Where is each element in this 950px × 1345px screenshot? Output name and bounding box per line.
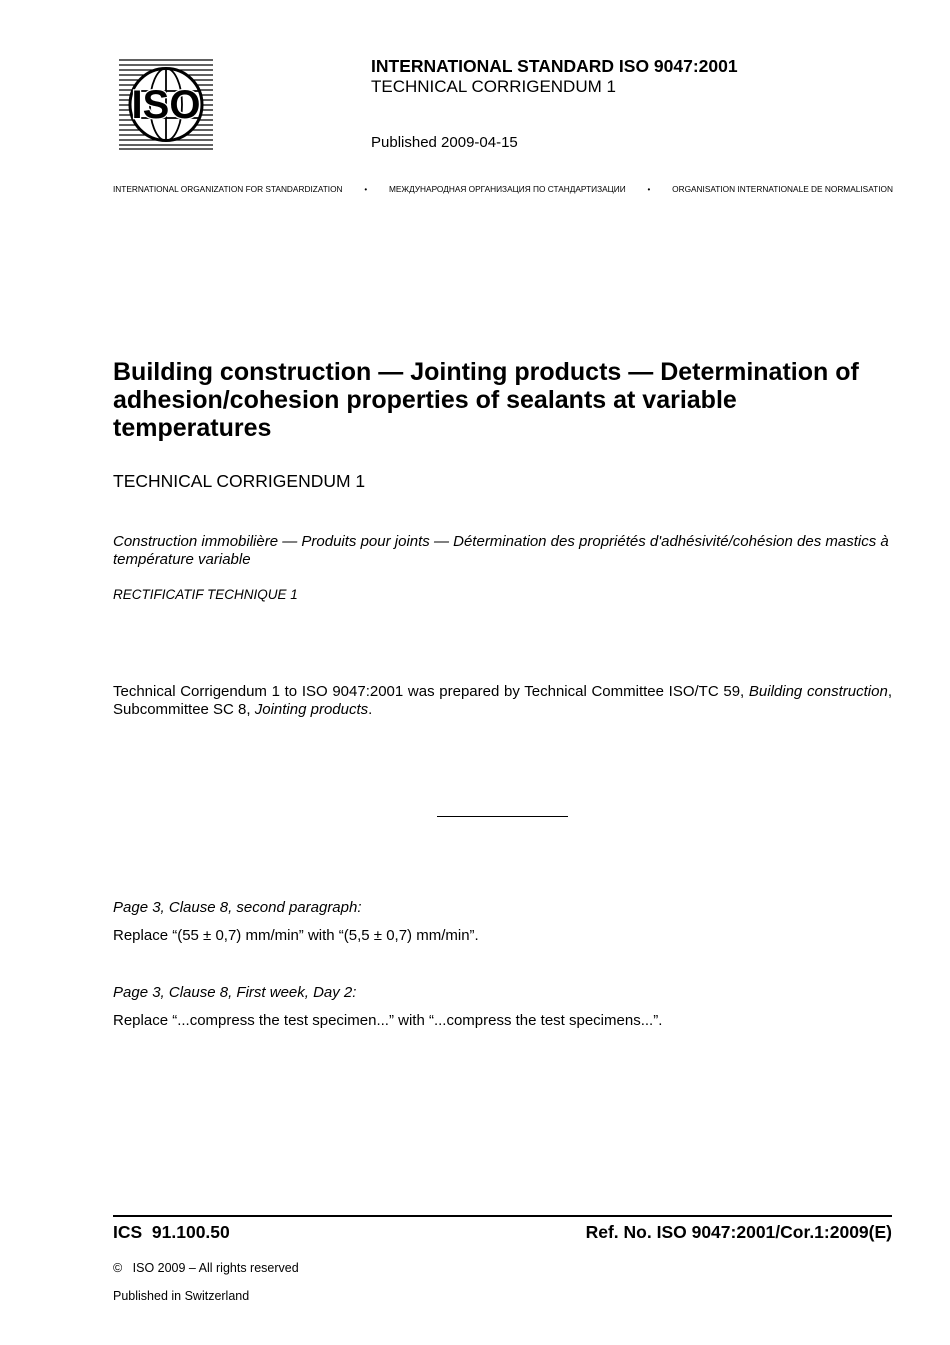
copyright-notice: © ISO 2009 – All rights reserved <box>113 1261 299 1275</box>
iso-logo <box>117 58 215 151</box>
org-name-russian: МЕЖДУНАРОДНАЯ ОРГАНИЗАЦИЯ ПО СТАНДАРТИЗАЦИИ <box>388 184 626 194</box>
org-name-english: INTERNATIONAL ORGANIZATION FOR STANDARDIZATION <box>113 184 343 194</box>
correction-reference: Page 3, Clause 8, First week, Day 2: <box>113 984 357 1001</box>
intro-paragraph <box>113 683 892 719</box>
intro-text: . <box>368 701 373 718</box>
committee-name: Building construction <box>748 683 888 700</box>
correction-text: Replace “(55 ± 0,7) mm/min” with “(5,5 ± 0,7) mm/min”. <box>113 927 479 944</box>
org-name-french: ORGANISATION INTERNATIONALE DE NORMALISATION <box>672 184 893 194</box>
document-title: Building construction — Jointing products — Determination of adhesion/cohesion properties of sealants at variable temperatures <box>113 358 859 442</box>
logo-text: ISO <box>131 83 201 127</box>
correction-text: Replace “...compress the test specimen...” with “...compress the test specimens...”. <box>113 1012 663 1029</box>
ics-code: ICS 91.100.50 <box>113 1222 230 1242</box>
org-separator: • <box>364 184 368 194</box>
intro-text: Technical Corrigendum 1 to ISO 9047:2001 was prepared by Technical Committee ISO/TC 59, <box>113 683 749 700</box>
org-separator: • <box>647 184 651 194</box>
separator-line <box>437 816 568 817</box>
footer-rule <box>113 1215 892 1217</box>
subcommittee-name: Jointing products <box>254 701 369 718</box>
correction-reference: Page 3, Clause 8, second paragraph: <box>113 899 362 916</box>
published-date: Published 2009-04-15 <box>371 134 518 151</box>
published-in: Published in Switzerland <box>113 1289 250 1303</box>
technical-corrigendum-label: TECHNICAL CORRIGENDUM 1 <box>113 471 366 491</box>
reference-number: Ref. No. ISO 9047:2001/Cor.1:2009(E) <box>585 1222 892 1242</box>
corrigendum-subtitle: TECHNICAL CORRIGENDUM 1 <box>371 77 616 96</box>
organization-names <box>113 184 893 194</box>
standard-title: INTERNATIONAL STANDARD ISO 9047:2001 <box>371 56 738 76</box>
intro-text: , Subcommittee SC 8, <box>113 683 892 718</box>
french-title: Construction immobilière — Produits pour joints — Détermination des propriétés d'adhésivité/cohésion des mastics à température variable <box>113 533 889 568</box>
rectificatif-label: RECTIFICATIF TECHNIQUE 1 <box>113 587 298 602</box>
